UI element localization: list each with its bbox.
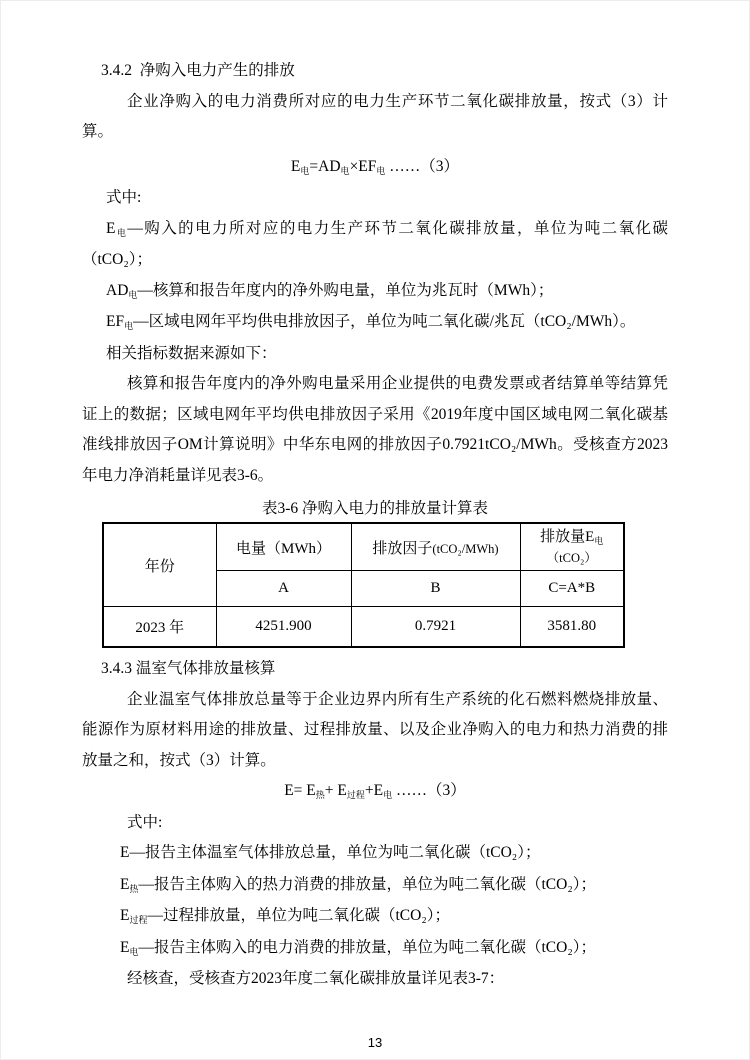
table-row: [103, 607, 624, 648]
cell-emission: 3581.80: [520, 607, 624, 648]
definition-symbol: E: [120, 875, 130, 893]
definition-symbol: E: [120, 844, 130, 861]
formula-subscript: 电: [376, 165, 386, 176]
formula-term: + E: [324, 782, 347, 799]
data-source-paragraph: 核算和报告年度内的净外购电量采用企业提供的电费发票或者结算单等结算凭证上的数据；区域电网年平均供电排放因子采用《2019年度中国区域电网二氧化碳基准线排放因子OM计算说明》中华东电网的排放因子0.7921tCO₂/MWh。受核查方2023年电力净消耗量详见表3-6。: [82, 375, 668, 484]
formula-electricity-emission: [82, 152, 668, 184]
column-header-factor: [351, 523, 520, 571]
definition-text: —过程排放量，单位为吨二氧化碳（tCO₂）；: [147, 907, 450, 924]
formula-where-label: 式中:: [106, 189, 142, 206]
definition-e-electric: [82, 933, 668, 965]
formula-subscript: 热: [315, 790, 325, 800]
formula-term: +E: [364, 782, 384, 799]
definition-e-total: [82, 838, 668, 870]
column-header-factor-unit: (tCO₂/MWh): [432, 541, 499, 556]
definition-subscript: 电: [129, 946, 139, 957]
definition-symbol: AD: [106, 281, 129, 299]
definition-symbol: E: [106, 219, 116, 237]
formula-subscript: 电: [300, 165, 310, 176]
definition-symbol: E: [120, 907, 130, 924]
definition-text: —报告主体温室气体排放总量，单位为吨二氧化碳（tCO₂）；: [129, 844, 541, 861]
section-3-4-3-heading: 3.4.3 温室气体排放量核算: [101, 660, 276, 677]
definition-text: —区域电网年平均供电排放因子，单位为吨二氧化碳/兆瓦（tCO₂/MWh）。: [133, 313, 636, 330]
definition-e-process: [82, 901, 668, 933]
column-header-year: 年份: [103, 523, 216, 607]
formula-term: =AD: [309, 157, 341, 175]
formula-tail: ……（3）: [385, 157, 460, 175]
definition-subscript: 过程: [129, 915, 148, 925]
definition-subscript: 电: [128, 289, 138, 300]
formula-term: E: [290, 157, 301, 175]
page-number: 13: [367, 1034, 383, 1050]
formula-where-label: 式中:: [127, 813, 163, 831]
column-header-power: 电量（MWh）: [216, 523, 351, 571]
column-subheader-a: A: [216, 571, 351, 607]
formula-subscript: 电: [340, 165, 350, 176]
definition-symbol: EF: [106, 313, 125, 330]
column-header-emission-unit: （tCO₂）: [546, 550, 597, 565]
cell-power: 4251.900: [216, 607, 351, 648]
cell-factor: 0.7921: [351, 607, 520, 648]
column-header-emission: [520, 523, 624, 571]
column-header-emission-subscript: 电: [594, 535, 604, 546]
definition-ad-electric: [82, 276, 668, 308]
column-header-emission-label: 排放量E: [540, 528, 595, 545]
definition-subscript: 电: [124, 321, 134, 331]
definition-ef-electric: [82, 307, 668, 339]
formula-tail: ……（3）: [392, 782, 466, 799]
definition-e-electric: [82, 214, 668, 276]
section-3-4-2-paragraph: 企业净购入的电力消费所对应的电力生产环节二氧化碳排放量，按式（3）计算。: [82, 92, 668, 140]
formula-term: E= E: [284, 782, 316, 799]
table-header-row-1: [103, 523, 624, 571]
section-3-4-2-heading: 3.4.2 净购入电力产生的排放: [101, 62, 295, 79]
definition-text: —报告主体购入的热力消费的排放量，单位为吨二氧化碳（tCO₂）；: [138, 875, 596, 893]
table-3-6-caption: 表3-6 净购入电力的排放量计算表: [261, 500, 489, 517]
definition-symbol: E: [120, 938, 130, 956]
formula-term: ×EF: [349, 157, 377, 175]
definition-text: —购入的电力所对应的电力生产环节二氧化碳排放量，单位为吨二氧化碳（tCO₂）；: [82, 219, 668, 268]
column-header-factor-label: 排放因子: [372, 540, 433, 557]
definition-text: —报告主体购入的电力消费的排放量，单位为吨二氧化碳（tCO₂）；: [138, 938, 596, 956]
data-source-intro: 相关指标数据来源如下：: [106, 344, 277, 362]
definition-subscript: 热: [129, 883, 139, 894]
formula-subscript: 过程: [346, 790, 365, 800]
cell-year: 2023 年: [103, 607, 216, 648]
column-subheader-b: B: [351, 571, 520, 607]
table-3-6: [102, 522, 625, 648]
definition-e-heat: [82, 870, 668, 902]
column-subheader-c: C=A*B: [520, 571, 624, 607]
formula-subscript: 电: [383, 790, 393, 800]
definition-subscript: 电: [115, 227, 128, 238]
definition-text: —核算和报告年度内的净外购电量，单位为兆瓦时（MWh）；: [137, 281, 554, 299]
formula-total-emission: [82, 776, 668, 808]
closing-statement: 经核查，受核查方2023年度二氧化碳排放量详见表3-7：: [127, 970, 505, 987]
section-3-4-3-paragraph: 企业温室气体排放总量等于企业边界内所有生产系统的化石燃料燃烧排放量、能源作为原材料用途的排放量、过程排放量、以及企业净购入的电力和热力消费的排放量之和，按式（3）计算。: [82, 690, 668, 769]
